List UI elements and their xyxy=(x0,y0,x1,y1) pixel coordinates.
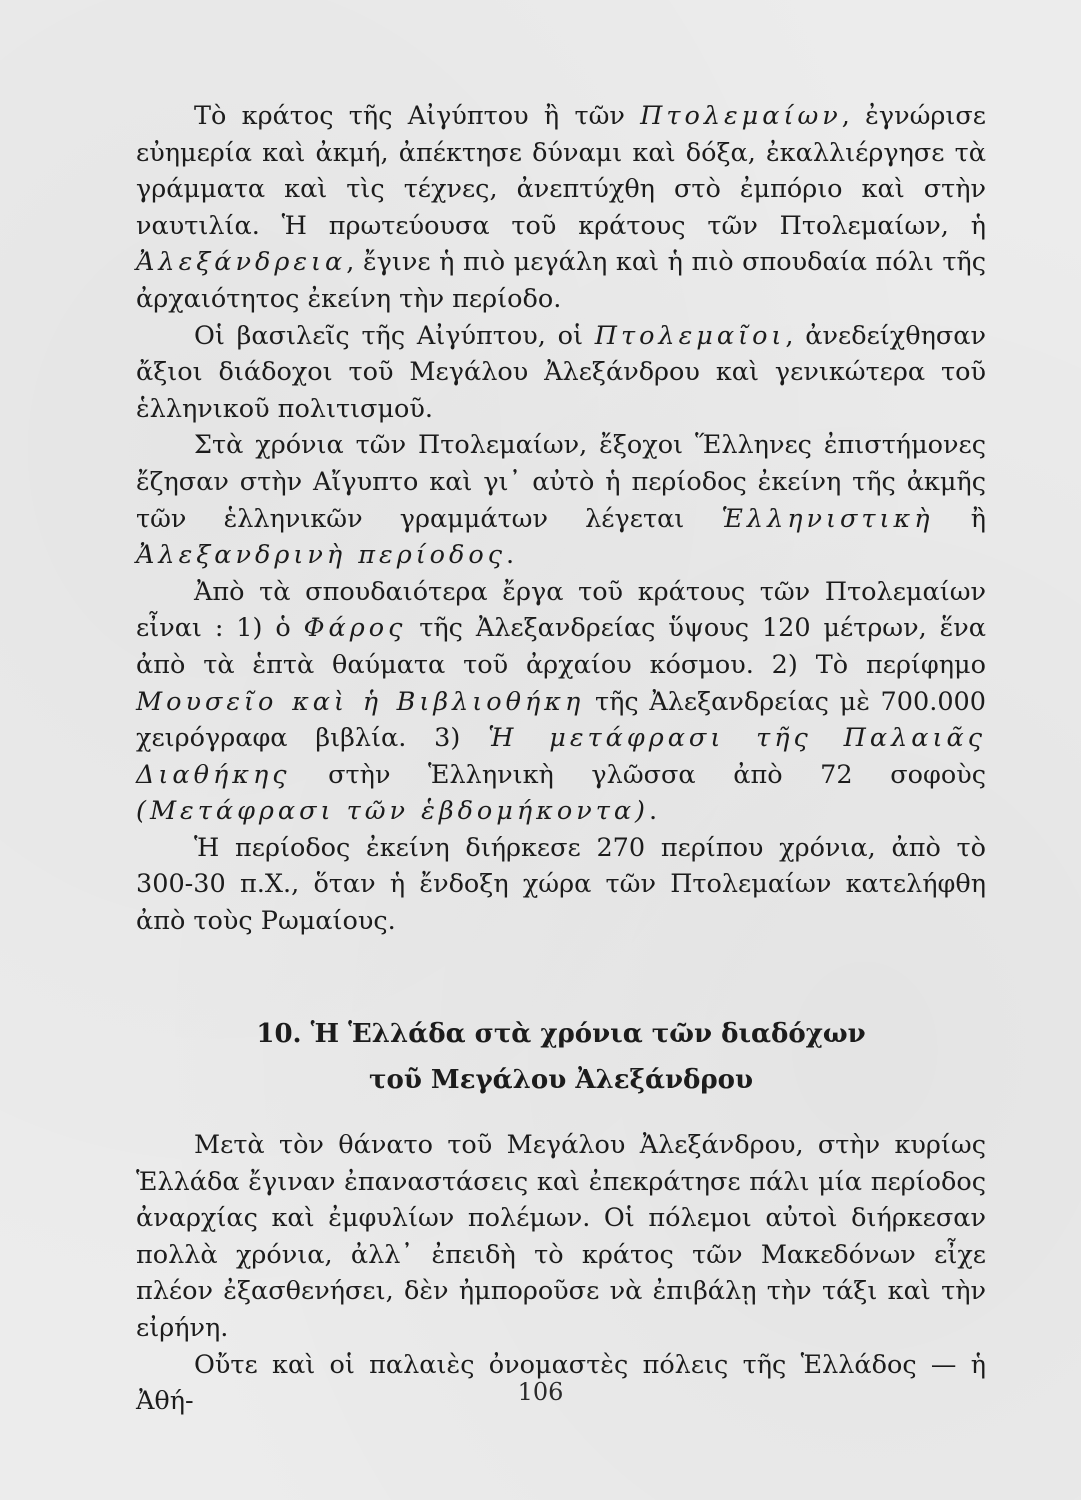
paragraph-major-works: Ἀπὸ τὰ σπουδαιότερα ἔργα τοῦ κράτους τῶν Πτολεμαίων εἶναι : 1) ὁ Φάρος τῆς Ἀλεξανδρείας ὕψους 120 μέτρων, ἕνα ἀπὸ τὰ ἑπτὰ θαύματα τοῦ ἀρχαίου κόσμου. 2) Τὸ περίφημο Μουσεῖο καὶ ἡ Βιβλιοθήκη τῆς Ἀλεξανδρείας μὲ 700.000 χειρόγραφα βιβλία. 3) Ἡ μετάφρασι τῆς Παλαιᾶς Διαθήκης στὴν Ἑλληνικὴ γλῶσσα ἀπὸ 72 σοφοὺς (Μετάφρασι τῶν ἑβδομήκοντα). xyxy=(136,576,987,827)
paragraph-old-cities: Οὔτε καὶ οἱ παλαιὲς ὀνομαστὲς πόλεις τῆς Ἑλλάδος — ἡ Ἀθή- xyxy=(136,1349,986,1417)
emphasis-alexandrian-period: Ἀλεξανδρινὴ περίοδος xyxy=(136,540,507,571)
section-heading-line-2: τοῦ Μεγάλου Ἀλεξάνδρου xyxy=(368,1065,754,1095)
emphasis-seventy: (Μετάφρασι τῶν ἑβδομήκοντα) xyxy=(136,796,649,827)
main-text-block xyxy=(136,98,986,940)
emphasis-alexandria: Ἀλεξάνδρεια xyxy=(136,247,347,278)
paragraph-period-duration: Ἡ περίοδος ἐκείνη διήρκεσε 270 περίπου χρόνια, ἀπὸ τὸ 300-30 π.Χ., ὅταν ἡ ἔνδοξη χώρα τῶν Πτολεμαίων κατελήφθη ἀπὸ τοὺς Ρωμαίους. xyxy=(136,832,986,937)
paragraph-ptolemaic-kingdom: Τὸ κράτος τῆς Αἰγύπτου ἢ τῶν Πτολεμαίων, ἐγνώρισε εὐημερία καὶ ἀκμή, ἀπέκτησε δύναμι καὶ δόξα, ἐκαλλιέργησε τὰ γράμματα καὶ τὶς τέχνες, ἀνεπτύχθη στὸ ἐμπόριο καὶ στὴν ναυτιλία. Ἡ πρωτεύουσα τοῦ κράτους τῶν Πτολεμαίων, ἡ Ἀλεξάνδρεια, ἔγινε ἡ πιὸ μεγάλη καὶ ἡ πιὸ σπουδαία πόλι τῆς ἀρχαιότητος ἐκείνη τὴν περίοδο. xyxy=(136,101,986,314)
emphasis-pharos: Φάρος xyxy=(303,613,407,644)
section-text-block xyxy=(136,1127,986,1420)
emphasis-ptolemies-2: Πτολεμαῖοι xyxy=(594,320,786,351)
emphasis-septuagint: Ἡ μετάφρασι τῆς Παλαιᾶς Διαθήκης xyxy=(136,723,986,790)
paragraph-after-alexander: Μετὰ τὸν θάνατο τοῦ Μεγάλου Ἀλεξάνδρου, στὴν κυρίως Ἑλλάδα ἔγιναν ἐπαναστάσεις καὶ ἐπεκράτησε πάλι μία περίοδος ἀναρχίας καὶ ἐμφυλίων πολέμων. Οἱ πόλεμοι αὐτοὶ διήρκεσαν πολλὰ χρόνια, ἀλλ᾿ ἐπειδὴ τὸ κράτος τῶν Μακεδόνων εἶχε πλέον ἐξασθενήσει, δὲν ἠμποροῦσε νὰ ἐπιβάλῃ τὴν τάξι καὶ τὴν εἰρήνη. xyxy=(136,1130,986,1343)
emphasis-ptolemies: Πτολεμαίων xyxy=(640,101,842,131)
emphasis-museum-library: Μουσεῖο καὶ ἡ Βιβλιοθήκη xyxy=(136,686,585,717)
section-heading-line-1: 10. Ἡ Ἑλλάδα στὰ χρόνια τῶν διαδόχων xyxy=(256,1019,866,1049)
emphasis-hellenistic: Ἑλληνιστικὴ xyxy=(721,503,934,534)
paragraph-ptolemaic-kings: Οἱ βασιλεῖς τῆς Αἰγύπτου, οἱ Πτολεμαῖοι, ἀνεδείχθησαν ἄξιοι διάδοχοι τοῦ Μεγάλου Ἀλεξάνδρου καὶ γενικώτερα τοῦ ἑλληνικοῦ πολιτισμοῦ. xyxy=(136,320,986,424)
paragraph-hellenistic-period: Στὰ χρόνια τῶν Πτολεμαίων, ἔξοχοι Ἕλληνες ἐπιστήμονες ἔζησαν στὴν Αἴγυπτο καὶ γι᾿ αὐτὸ ἡ περίοδος ἐκείνη τῆς ἀκμῆς τῶν ἑλληνικῶν γραμμάτων λέγεται Ἑλληνιστικὴ ἢ Ἀλεξανδρινὴ περίοδος. xyxy=(136,430,986,571)
page-number: 106 xyxy=(517,1378,564,1406)
